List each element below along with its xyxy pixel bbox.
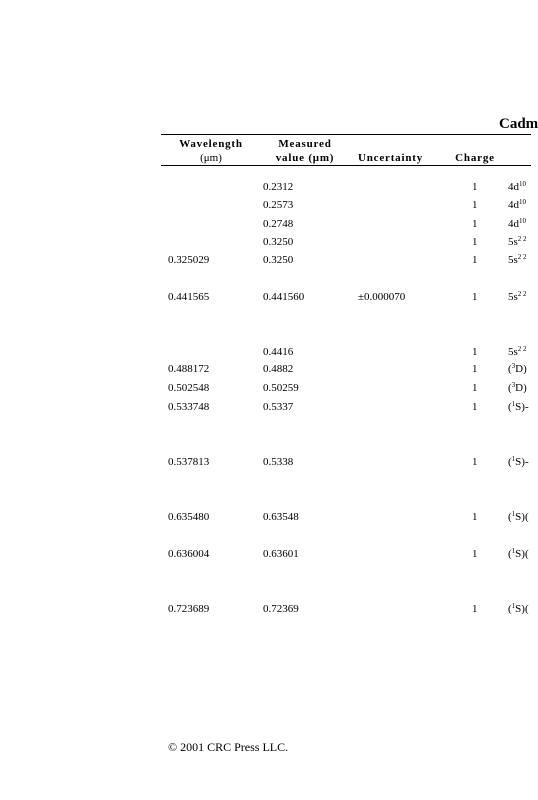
cell-wavelength: 0.441565 xyxy=(168,291,210,303)
configuration-main: S)( xyxy=(515,603,529,615)
configuration-main: 4d xyxy=(508,199,519,211)
cell-charge: 1 xyxy=(472,254,478,266)
cell-charge: 1 xyxy=(472,199,478,211)
cell-wavelength: 0.636004 xyxy=(168,548,210,560)
table-header-rule xyxy=(161,165,531,166)
header-measured-unit: value (μm) xyxy=(275,152,335,164)
configuration-prefix: ( xyxy=(508,456,512,468)
configuration-superscript: 1 xyxy=(511,602,516,610)
header-charge xyxy=(450,151,500,165)
configuration-prefix: ( xyxy=(508,401,512,413)
header-wavelength-unit: (μm) xyxy=(200,152,222,164)
cell-charge: 1 xyxy=(472,236,478,248)
cell-configuration xyxy=(508,456,529,469)
cell-configuration xyxy=(508,401,529,414)
cell-measured: 0.63548 xyxy=(263,511,299,523)
configuration-superscript: 3 xyxy=(511,381,516,389)
cell-measured: 0.441560 xyxy=(263,291,305,303)
cell-wavelength: 0.723689 xyxy=(168,603,210,615)
cell-charge: 1 xyxy=(472,603,478,615)
cell-measured: 0.3250 xyxy=(263,236,294,248)
configuration-superscript: 1 xyxy=(511,455,516,463)
configuration-main: 5s xyxy=(508,346,518,358)
cell-configuration xyxy=(508,291,527,304)
cell-measured: 0.63601 xyxy=(263,548,299,560)
configuration-superscript: 1 xyxy=(511,510,516,518)
cell-configuration xyxy=(508,218,526,231)
configuration-superscript: 10 xyxy=(519,180,526,188)
cell-configuration xyxy=(508,603,529,616)
cell-charge: 1 xyxy=(472,363,478,375)
cell-measured: 0.5337 xyxy=(263,401,294,413)
cell-charge: 1 xyxy=(472,548,478,560)
cell-configuration xyxy=(508,363,527,376)
cell-measured: 0.2748 xyxy=(263,218,294,230)
cell-configuration xyxy=(508,346,527,359)
configuration-superscript: 1 xyxy=(511,400,516,408)
configuration-main: D) xyxy=(515,382,527,394)
configuration-prefix: ( xyxy=(508,382,512,394)
configuration-main: 4d xyxy=(508,218,519,230)
cell-charge: 1 xyxy=(472,456,478,468)
configuration-superscript: 10 xyxy=(519,217,526,225)
cell-wavelength: 0.488172 xyxy=(168,363,210,375)
configuration-superscript: 3 xyxy=(511,362,516,370)
configuration-main: D) xyxy=(515,363,527,375)
header-uncertainty xyxy=(358,151,440,165)
configuration-prefix: ( xyxy=(508,548,512,560)
cell-configuration xyxy=(508,254,527,267)
configuration-main: 5s xyxy=(508,254,518,266)
cell-charge: 1 xyxy=(472,382,478,394)
header-measured-label: Measured xyxy=(278,138,332,150)
cell-configuration xyxy=(508,382,527,395)
cell-charge: 1 xyxy=(472,218,478,230)
header-wavelength-label: Wavelength xyxy=(179,138,243,150)
cell-measured: 0.5338 xyxy=(263,456,294,468)
configuration-prefix: ( xyxy=(508,363,512,375)
cell-measured: 0.50259 xyxy=(263,382,299,394)
cell-configuration xyxy=(508,548,529,561)
cell-charge: 1 xyxy=(472,181,478,193)
configuration-prefix: ( xyxy=(508,603,512,615)
cell-configuration xyxy=(508,199,526,212)
configuration-superscript: 2 2 xyxy=(517,235,527,243)
cell-configuration xyxy=(508,181,526,194)
cell-wavelength: 0.502548 xyxy=(168,382,210,394)
cell-measured: 0.4416 xyxy=(263,346,294,358)
configuration-superscript: 2 2 xyxy=(517,290,527,298)
configuration-main: S)- xyxy=(515,401,529,413)
configuration-main: S)( xyxy=(515,511,529,523)
cell-measured: 0.72369 xyxy=(263,603,299,615)
configuration-superscript: 1 xyxy=(511,547,516,555)
cell-charge: 1 xyxy=(472,401,478,413)
header-wavelength xyxy=(168,137,254,165)
cell-measured: 0.4882 xyxy=(263,363,294,375)
configuration-superscript: 10 xyxy=(519,198,526,206)
cell-measured: 0.3250 xyxy=(263,254,294,266)
cell-wavelength: 0.325029 xyxy=(168,254,210,266)
cell-wavelength: 0.635480 xyxy=(168,511,210,523)
header-uncertainty-label: Uncertainty xyxy=(358,152,424,164)
cell-wavelength: 0.537813 xyxy=(168,456,210,468)
configuration-superscript: 2 2 xyxy=(517,345,527,353)
configuration-main: S)( xyxy=(515,548,529,560)
cell-charge: 1 xyxy=(472,511,478,523)
table-top-rule xyxy=(161,134,531,135)
cell-charge: 1 xyxy=(472,346,478,358)
cell-charge: 1 xyxy=(472,291,478,303)
configuration-main: S)- xyxy=(515,456,529,468)
page-title: Cadm xyxy=(499,116,538,132)
configuration-main: 5s xyxy=(508,291,518,303)
cell-measured: 0.2312 xyxy=(263,181,294,193)
cell-configuration xyxy=(508,236,527,249)
configuration-main: 4d xyxy=(508,181,519,193)
cell-uncertainty: ±0.000070 xyxy=(358,291,406,303)
cell-measured: 0.2573 xyxy=(263,199,294,211)
configuration-superscript: 2 2 xyxy=(517,253,527,261)
configuration-prefix: ( xyxy=(508,511,512,523)
header-charge-label: Charge xyxy=(455,152,495,164)
cell-wavelength: 0.533748 xyxy=(168,401,210,413)
configuration-main: 5s xyxy=(508,236,518,248)
cell-configuration xyxy=(508,511,529,524)
copyright-footer: © 2001 CRC Press LLC. xyxy=(168,740,289,754)
header-measured xyxy=(268,137,342,165)
